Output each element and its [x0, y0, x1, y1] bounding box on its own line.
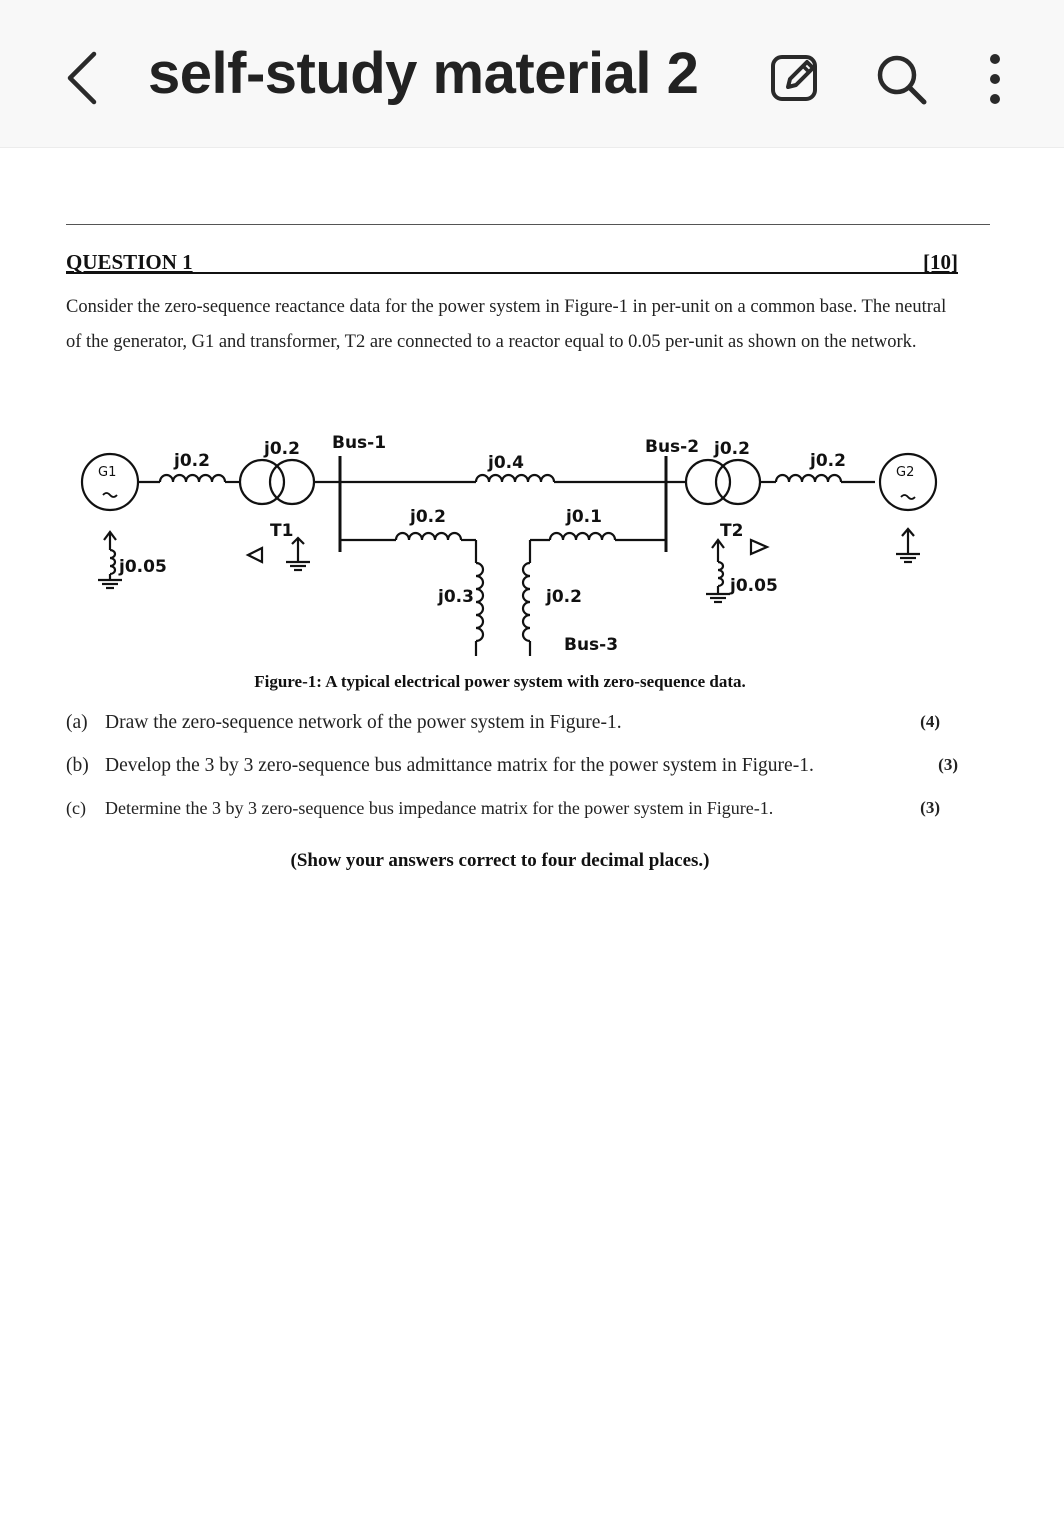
back-button[interactable] — [56, 42, 116, 114]
question-heading — [66, 250, 958, 274]
bus-2-label: Bus-2 — [645, 437, 700, 457]
t1-reactance-label: j0.2 — [264, 439, 300, 459]
line23-label: j0.1 — [566, 507, 602, 527]
g2-reactance-coil — [776, 475, 841, 482]
app-title: self-study material 2 — [148, 41, 699, 106]
chevron-left-icon — [56, 42, 116, 114]
question-title: QUESTION 1 — [66, 250, 193, 274]
g1-neutral-label: j0.05 — [119, 557, 167, 577]
t2-reactance-label: j0.2 — [714, 439, 750, 459]
figure-caption: Figure-1: A typical electrical power system with zero-sequence data. — [254, 672, 746, 691]
bus-3-label: Bus-3 — [564, 635, 619, 655]
shunt-left-label: j0.3 — [438, 587, 474, 607]
t1-label: T1 — [270, 521, 294, 541]
question-marks: [10] — [923, 250, 958, 274]
part-text: Determine the 3 by 3 zero-sequence bus impedance matrix for the power system in Figure-1. — [105, 798, 774, 818]
edit-button[interactable] — [768, 50, 824, 106]
g1-neutral-reactor — [110, 550, 115, 574]
g2-reactance-label: j0.2 — [810, 451, 846, 471]
t2-delta-icon — [751, 540, 767, 554]
part-letter: (c) — [66, 798, 86, 818]
t1-delta-icon — [248, 548, 262, 562]
part-text: Draw the zero-sequence network of the power system in Figure-1. — [105, 712, 622, 733]
line23-coil — [550, 533, 615, 540]
t1-winding-right — [270, 460, 314, 504]
more-options-button[interactable] — [978, 50, 1012, 108]
app-bar — [0, 0, 1064, 148]
g1-generator — [82, 454, 138, 510]
instruction-note: (Show your answers correct to four decimal places.) — [290, 850, 710, 871]
more-vertical-icon — [978, 50, 1012, 108]
g1-reactance-label: j0.2 — [174, 451, 210, 471]
shunt-right-label: j0.2 — [546, 587, 582, 607]
search-icon — [872, 50, 930, 108]
t2-neutral-label: j0.05 — [730, 576, 778, 596]
g1-label: G1 — [98, 465, 117, 480]
line13-coil — [396, 533, 461, 540]
edit-icon — [768, 50, 824, 106]
t2-winding-right — [716, 460, 760, 504]
line12-label: j0.4 — [488, 453, 524, 473]
shunt-right-coil — [523, 563, 530, 641]
g1-reactance-coil — [160, 475, 225, 482]
part-text: Develop the 3 by 3 zero-sequence bus admittance matrix for the power system in Figure-1. — [105, 755, 814, 776]
g2-generator — [880, 454, 936, 510]
part-letter: (b) — [66, 755, 89, 776]
part-letter: (a) — [66, 712, 88, 733]
part-marks: (3) — [920, 798, 940, 817]
power-system-diagram — [70, 416, 960, 656]
bus-1-label: Bus-1 — [332, 433, 387, 453]
line12-coil — [476, 475, 554, 482]
question-intro: Consider the zero-sequence reactance data for the power system in Figure-1 in per-unit on a common base. The neutral of the generator, G1 and transformer, T2 are connected to a reactor equal to 0.05 per-unit as shown on the network. — [66, 297, 947, 352]
search-button[interactable] — [872, 50, 930, 108]
t2-label: T2 — [720, 521, 744, 541]
shunt-left-coil — [476, 563, 483, 641]
part-marks: (4) — [920, 712, 940, 731]
t2-neutral-reactor — [718, 562, 723, 586]
g2-label: G2 — [896, 465, 915, 480]
part-marks: (3) — [938, 755, 958, 774]
line13-label: j0.2 — [410, 507, 446, 527]
header-divider — [66, 224, 990, 225]
